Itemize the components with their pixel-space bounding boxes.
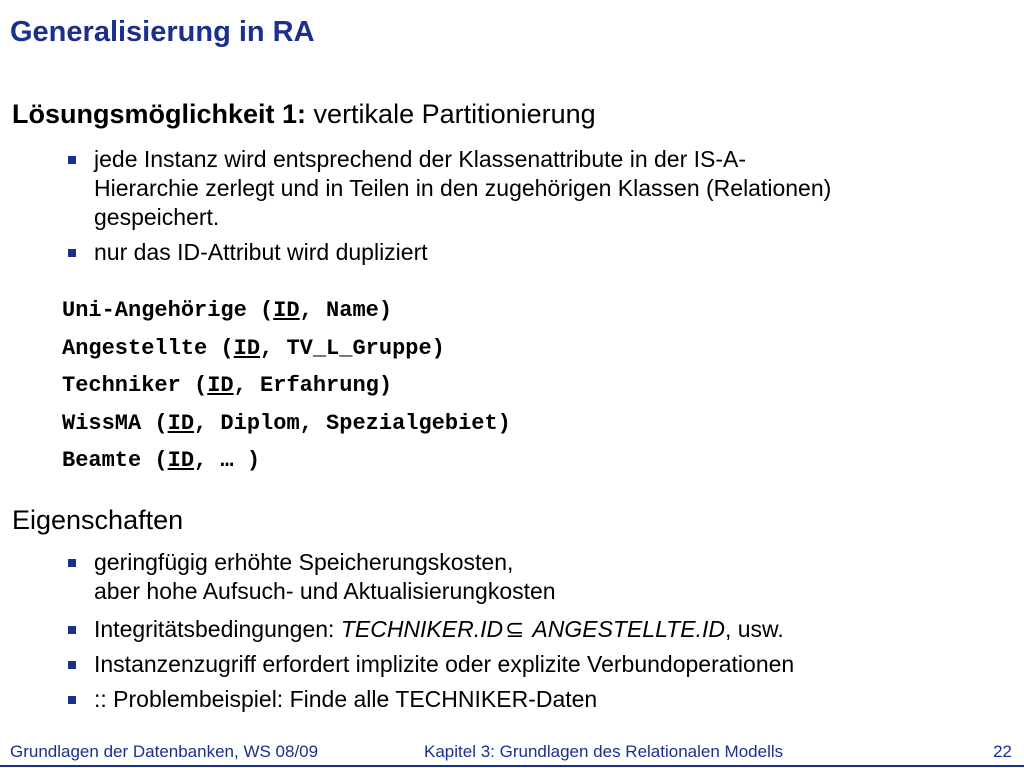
bullet-line: nur das ID-Attribut wird dupliziert — [94, 239, 428, 265]
page-number: 22 — [993, 742, 1012, 761]
option-heading — [12, 99, 596, 130]
bullet-line: jede Instanz wird entsprechend der Klassenattribute in der IS-A- — [94, 146, 747, 172]
bullet-item — [62, 145, 1017, 232]
bullet-square-icon — [68, 559, 76, 567]
bullet-item — [62, 238, 1017, 267]
constraint-right: ANGESTELLTE.ID — [532, 616, 725, 642]
bullet-square-icon — [68, 626, 76, 634]
primary-key: ID — [167, 448, 195, 473]
relation-schema: Uni-Angehörige (ID, Name) — [62, 298, 393, 323]
bullet-item: Instanzenzugriff erfordert implizite oder explizite Verbundoperationen — [62, 650, 1017, 679]
primary-key: ID — [273, 298, 300, 323]
footer-divider — [0, 765, 1024, 767]
relation-schema: WissMA (ID, Diplom, Spezialgebiet) — [62, 410, 511, 436]
primary-key: ID — [167, 410, 195, 436]
footer-course: Grundlagen der Datenbanken, WS 08/09 — [10, 742, 319, 761]
relation-schema: Techniker (ID, Erfahrung) — [62, 373, 393, 398]
bullet-square-icon — [68, 696, 76, 704]
option-text: vertikale Partitionierung — [306, 99, 596, 129]
properties-heading: Eigenschaften — [12, 505, 184, 535]
approach-bullets — [62, 145, 1017, 267]
bullet-item: :: Problembeispiel: Finde alle TECHNIKER-Daten — [62, 685, 1017, 714]
bullet-square-icon — [68, 249, 76, 257]
primary-key: ID — [207, 373, 234, 398]
primary-key: ID — [233, 335, 261, 361]
footer-chapter: Kapitel 3: Grundlagen des Relationalen Modells — [424, 742, 784, 761]
bullet-line: gespeichert. — [94, 204, 220, 230]
option-label: Lösungsmöglichkeit 1: — [12, 99, 307, 129]
bullet-item: Integritätsbedingungen: TECHNIKER.ID⊆ ANGESTELLTE.ID, usw. — [62, 615, 1017, 644]
properties-bullets — [62, 548, 1017, 714]
relation-schema: Angestellte (ID, TV_L_Gruppe) — [62, 335, 445, 361]
relation-schema: Beamte (ID, … ) — [62, 448, 261, 473]
relation-schemas — [62, 292, 511, 480]
constraint-left: TECHNIKER.ID — [340, 616, 504, 642]
bullet-item — [62, 548, 1017, 606]
subset-icon: ⊆ — [505, 616, 525, 642]
bullet-line: geringfügig erhöhte Speicherungskosten, — [94, 549, 514, 575]
bullet-square-icon — [68, 661, 76, 669]
bullet-square-icon — [68, 156, 76, 164]
bullet-line: aber hohe Aufsuch- und Aktualisierungkosten — [94, 578, 556, 604]
bullet-line: Hierarchie zerlegt und in Teilen in den zugehörigen Klassen (Relationen) — [94, 175, 832, 201]
slide-title: Generalisierung in RA — [10, 16, 315, 48]
